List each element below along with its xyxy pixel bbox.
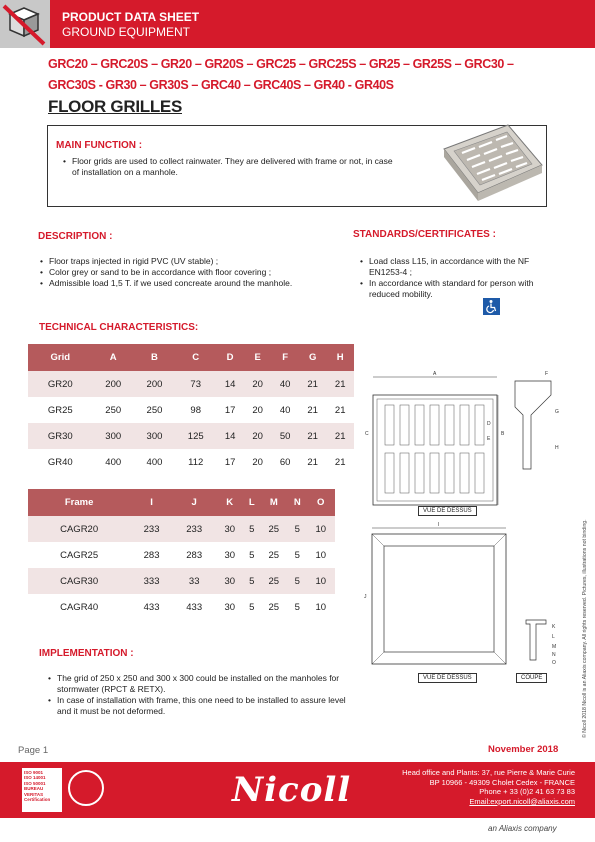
table-cell: 283 xyxy=(173,542,216,568)
table-cell: 5 xyxy=(288,568,306,594)
page-title: FLOOR GRILLES xyxy=(48,97,182,116)
table-cell: 250 xyxy=(93,397,134,423)
list-item: • Load class L15, in accordance with the NF EN1253-4 ; xyxy=(360,256,555,278)
phone-line: Phone + 33 (0)2 41 63 73 83 xyxy=(479,787,575,797)
table-cell: 73 xyxy=(175,371,216,397)
technical-title: TECHNICAL CHARACTERISTICS: xyxy=(39,322,199,333)
frame-technical-drawing xyxy=(360,520,575,670)
table-cell: 25 xyxy=(260,568,288,594)
table-cell: 333 xyxy=(130,568,173,594)
certification-logos xyxy=(22,768,102,812)
main-function-title: MAIN FUNCTION : xyxy=(56,140,143,151)
top-view-label: VUE DE DESSUS xyxy=(418,506,477,516)
table-cell: 283 xyxy=(130,542,173,568)
table-cell: 300 xyxy=(134,423,175,449)
cert-line: BUREAU VERITAS xyxy=(24,786,44,797)
table-cell: 5 xyxy=(244,594,260,620)
table-cell: 20 xyxy=(244,397,272,423)
grid-dimensions-table xyxy=(28,344,354,475)
grille-photo xyxy=(440,121,545,211)
cert-line: Certification xyxy=(24,797,51,803)
column-header: F xyxy=(271,344,299,371)
table-cell: 433 xyxy=(130,594,173,620)
table-cell: 5 xyxy=(244,542,260,568)
table-cell: GR20 xyxy=(28,371,93,397)
list-item: • In case of installation with frame, this one need to be installed to assure level and it must be not deformed. xyxy=(48,695,348,717)
table-header-row xyxy=(28,489,335,516)
table-cell: 25 xyxy=(260,516,288,542)
table-cell: 233 xyxy=(173,516,216,542)
dim-label: D xyxy=(487,421,491,427)
description-list xyxy=(40,256,310,289)
list-item: • Color grey or sand to be in accordance with floor covering ; xyxy=(40,267,310,278)
table-cell: 21 xyxy=(299,449,327,475)
table-cell: 25 xyxy=(260,594,288,620)
table-cell: 20 xyxy=(244,449,272,475)
column-header: H xyxy=(326,344,354,371)
logo-icon xyxy=(0,0,50,48)
table-cell: 10 xyxy=(307,542,336,568)
table-cell: GR25 xyxy=(28,397,93,423)
description-title: DESCRIPTION : xyxy=(38,231,113,242)
standards-list xyxy=(360,256,555,300)
list-item: • Floor traps injected in rigid PVC (UV stable) ; xyxy=(40,256,310,267)
dim-label: O xyxy=(552,660,556,666)
table-row xyxy=(28,371,354,397)
column-header: N xyxy=(288,489,306,516)
table-cell: CAGR30 xyxy=(28,568,130,594)
table-cell: 20 xyxy=(244,371,272,397)
table-row xyxy=(28,568,335,594)
table-cell: 200 xyxy=(93,371,134,397)
table-cell: 30 xyxy=(216,568,244,594)
column-header: M xyxy=(260,489,288,516)
column-header: K xyxy=(216,489,244,516)
implementation-list xyxy=(48,673,348,717)
table-cell: CAGR40 xyxy=(28,594,130,620)
table-cell: 400 xyxy=(134,449,175,475)
table-cell: 250 xyxy=(134,397,175,423)
table-cell: 14 xyxy=(216,423,244,449)
table-cell: 50 xyxy=(271,423,299,449)
column-header: A xyxy=(93,344,134,371)
table-cell: 21 xyxy=(326,423,354,449)
top-view-label: VUE DE DESSUS xyxy=(418,673,477,683)
table-cell: 10 xyxy=(307,568,336,594)
table-cell: 30 xyxy=(216,594,244,620)
grille-technical-drawing xyxy=(355,365,575,515)
table-row xyxy=(28,516,335,542)
table-cell: 400 xyxy=(93,449,134,475)
table-cell: 300 xyxy=(93,423,134,449)
column-header: L xyxy=(244,489,260,516)
table-cell: 17 xyxy=(216,397,244,423)
table-cell: 30 xyxy=(216,516,244,542)
table-row xyxy=(28,594,335,620)
table-cell: 433 xyxy=(173,594,216,620)
table-cell: 17 xyxy=(216,449,244,475)
table-cell: 21 xyxy=(326,397,354,423)
table-cell: 5 xyxy=(288,516,306,542)
header-bar xyxy=(0,0,595,48)
table-cell: 5 xyxy=(244,516,260,542)
table-cell: 21 xyxy=(299,423,327,449)
footer-bar xyxy=(0,762,595,818)
dim-label: L xyxy=(552,634,555,640)
dim-label: A xyxy=(433,371,437,377)
table-cell: 60 xyxy=(271,449,299,475)
implementation-title: IMPLEMENTATION : xyxy=(39,648,134,659)
brand-logo: Nicoll xyxy=(232,770,352,810)
table-cell: 33 xyxy=(173,568,216,594)
table-cell: 233 xyxy=(130,516,173,542)
reference-line-1: GRC20 – GRC20S – GR20 – GR20S – GRC25 – GRC25S – GR25 – GR25S – GRC30 – xyxy=(48,57,514,71)
doc-category: GROUND EQUIPMENT xyxy=(62,25,191,39)
certification-seal-icon xyxy=(68,770,104,806)
column-header: I xyxy=(130,489,173,516)
table-row xyxy=(28,449,354,475)
table-cell: 5 xyxy=(288,542,306,568)
dim-label: C xyxy=(365,431,369,437)
column-header: B xyxy=(134,344,175,371)
table-cell: GR40 xyxy=(28,449,93,475)
table-cell: 40 xyxy=(271,371,299,397)
dim-label: F xyxy=(545,371,549,377)
section-label: COUPE xyxy=(516,673,547,683)
dim-label: K xyxy=(552,624,556,630)
column-header: C xyxy=(175,344,216,371)
dim-label: I xyxy=(438,522,440,528)
accessibility-icon xyxy=(483,298,500,315)
table-cell: CAGR20 xyxy=(28,516,130,542)
reference-line-2: GRC30S - GR30 – GR30S – GRC40 – GRC40S – GR40 - GR40S xyxy=(48,78,394,92)
column-header: G xyxy=(299,344,327,371)
table-cell: 98 xyxy=(175,397,216,423)
table-row xyxy=(28,397,354,423)
aliaxis-tagline: an Aliaxis company xyxy=(488,824,557,833)
column-header: Grid xyxy=(28,344,93,371)
email-link[interactable]: Email:export.nicoll@aliaxis.com xyxy=(469,796,575,806)
table-cell: 10 xyxy=(307,594,336,620)
company-address xyxy=(402,768,575,806)
list-item: • The grid of 250 x 250 and 300 x 300 could be installed on the manholes for stormwater (RPCT & RETX). xyxy=(48,673,348,695)
table-cell: 112 xyxy=(175,449,216,475)
cert-line: ISO 14001 xyxy=(24,775,46,781)
table-cell: 125 xyxy=(175,423,216,449)
table-cell: 21 xyxy=(299,397,327,423)
table-cell: GR30 xyxy=(28,423,93,449)
table-cell: 200 xyxy=(134,371,175,397)
table-row xyxy=(28,423,354,449)
table-row xyxy=(28,542,335,568)
table-cell: 20 xyxy=(244,423,272,449)
table-cell: 30 xyxy=(216,542,244,568)
table-cell: 5 xyxy=(288,594,306,620)
dim-label: G xyxy=(555,409,559,415)
dim-label: H xyxy=(555,445,559,451)
address-line: BP 10966 - 49309 Cholet Cedex - FRANCE xyxy=(429,777,575,787)
doc-type: PRODUCT DATA SHEET xyxy=(62,10,200,24)
standards-title: STANDARDS/CERTIFICATES : xyxy=(353,229,496,240)
dim-label: M xyxy=(552,644,557,650)
table-cell: 10 xyxy=(307,516,336,542)
main-function-box xyxy=(47,125,547,207)
list-item: • In accordance with standard for person with reduced mobility. xyxy=(360,278,555,300)
page-number: Page 1 xyxy=(18,745,49,756)
list-item: • Floor grids are used to collect rainwater. They are delivered with frame or not, in case of installation on a manhole. xyxy=(63,156,398,178)
main-function-list xyxy=(63,156,398,178)
table-cell: 40 xyxy=(271,397,299,423)
bureau-veritas-logo xyxy=(22,768,62,812)
table-cell: 21 xyxy=(326,449,354,475)
cert-line: ISO 9001 xyxy=(24,770,44,775)
dim-label: J xyxy=(364,594,367,600)
column-header: J xyxy=(173,489,216,516)
table-cell: 5 xyxy=(244,568,260,594)
column-header: Frame xyxy=(28,489,130,516)
table-cell: 14 xyxy=(216,371,244,397)
table-header-row xyxy=(28,344,354,371)
dim-label: N xyxy=(552,652,556,658)
frame-dimensions-table xyxy=(28,489,335,620)
address-line: Head office and Plants: 37, rue Pierre & Marie Curie xyxy=(402,768,575,777)
table-cell: 25 xyxy=(260,542,288,568)
column-header: D xyxy=(216,344,244,371)
cert-line: ISO 50001 xyxy=(24,780,46,786)
table-cell: CAGR25 xyxy=(28,542,130,568)
list-item: • Admissible load 1,5 T. if we used concreate around the manhole. xyxy=(40,278,310,289)
document-date: November 2018 xyxy=(488,744,559,755)
table-cell: 21 xyxy=(326,371,354,397)
column-header: O xyxy=(307,489,336,516)
dim-label: E xyxy=(487,436,491,442)
table-cell: 21 xyxy=(299,371,327,397)
column-header: E xyxy=(244,344,272,371)
dim-label: B xyxy=(501,431,505,437)
copyright-note: © Nicoll 2018 Nicoll is an Aliaxis company. All rights reserved. Pictures, illustrations not binding. xyxy=(582,519,588,738)
